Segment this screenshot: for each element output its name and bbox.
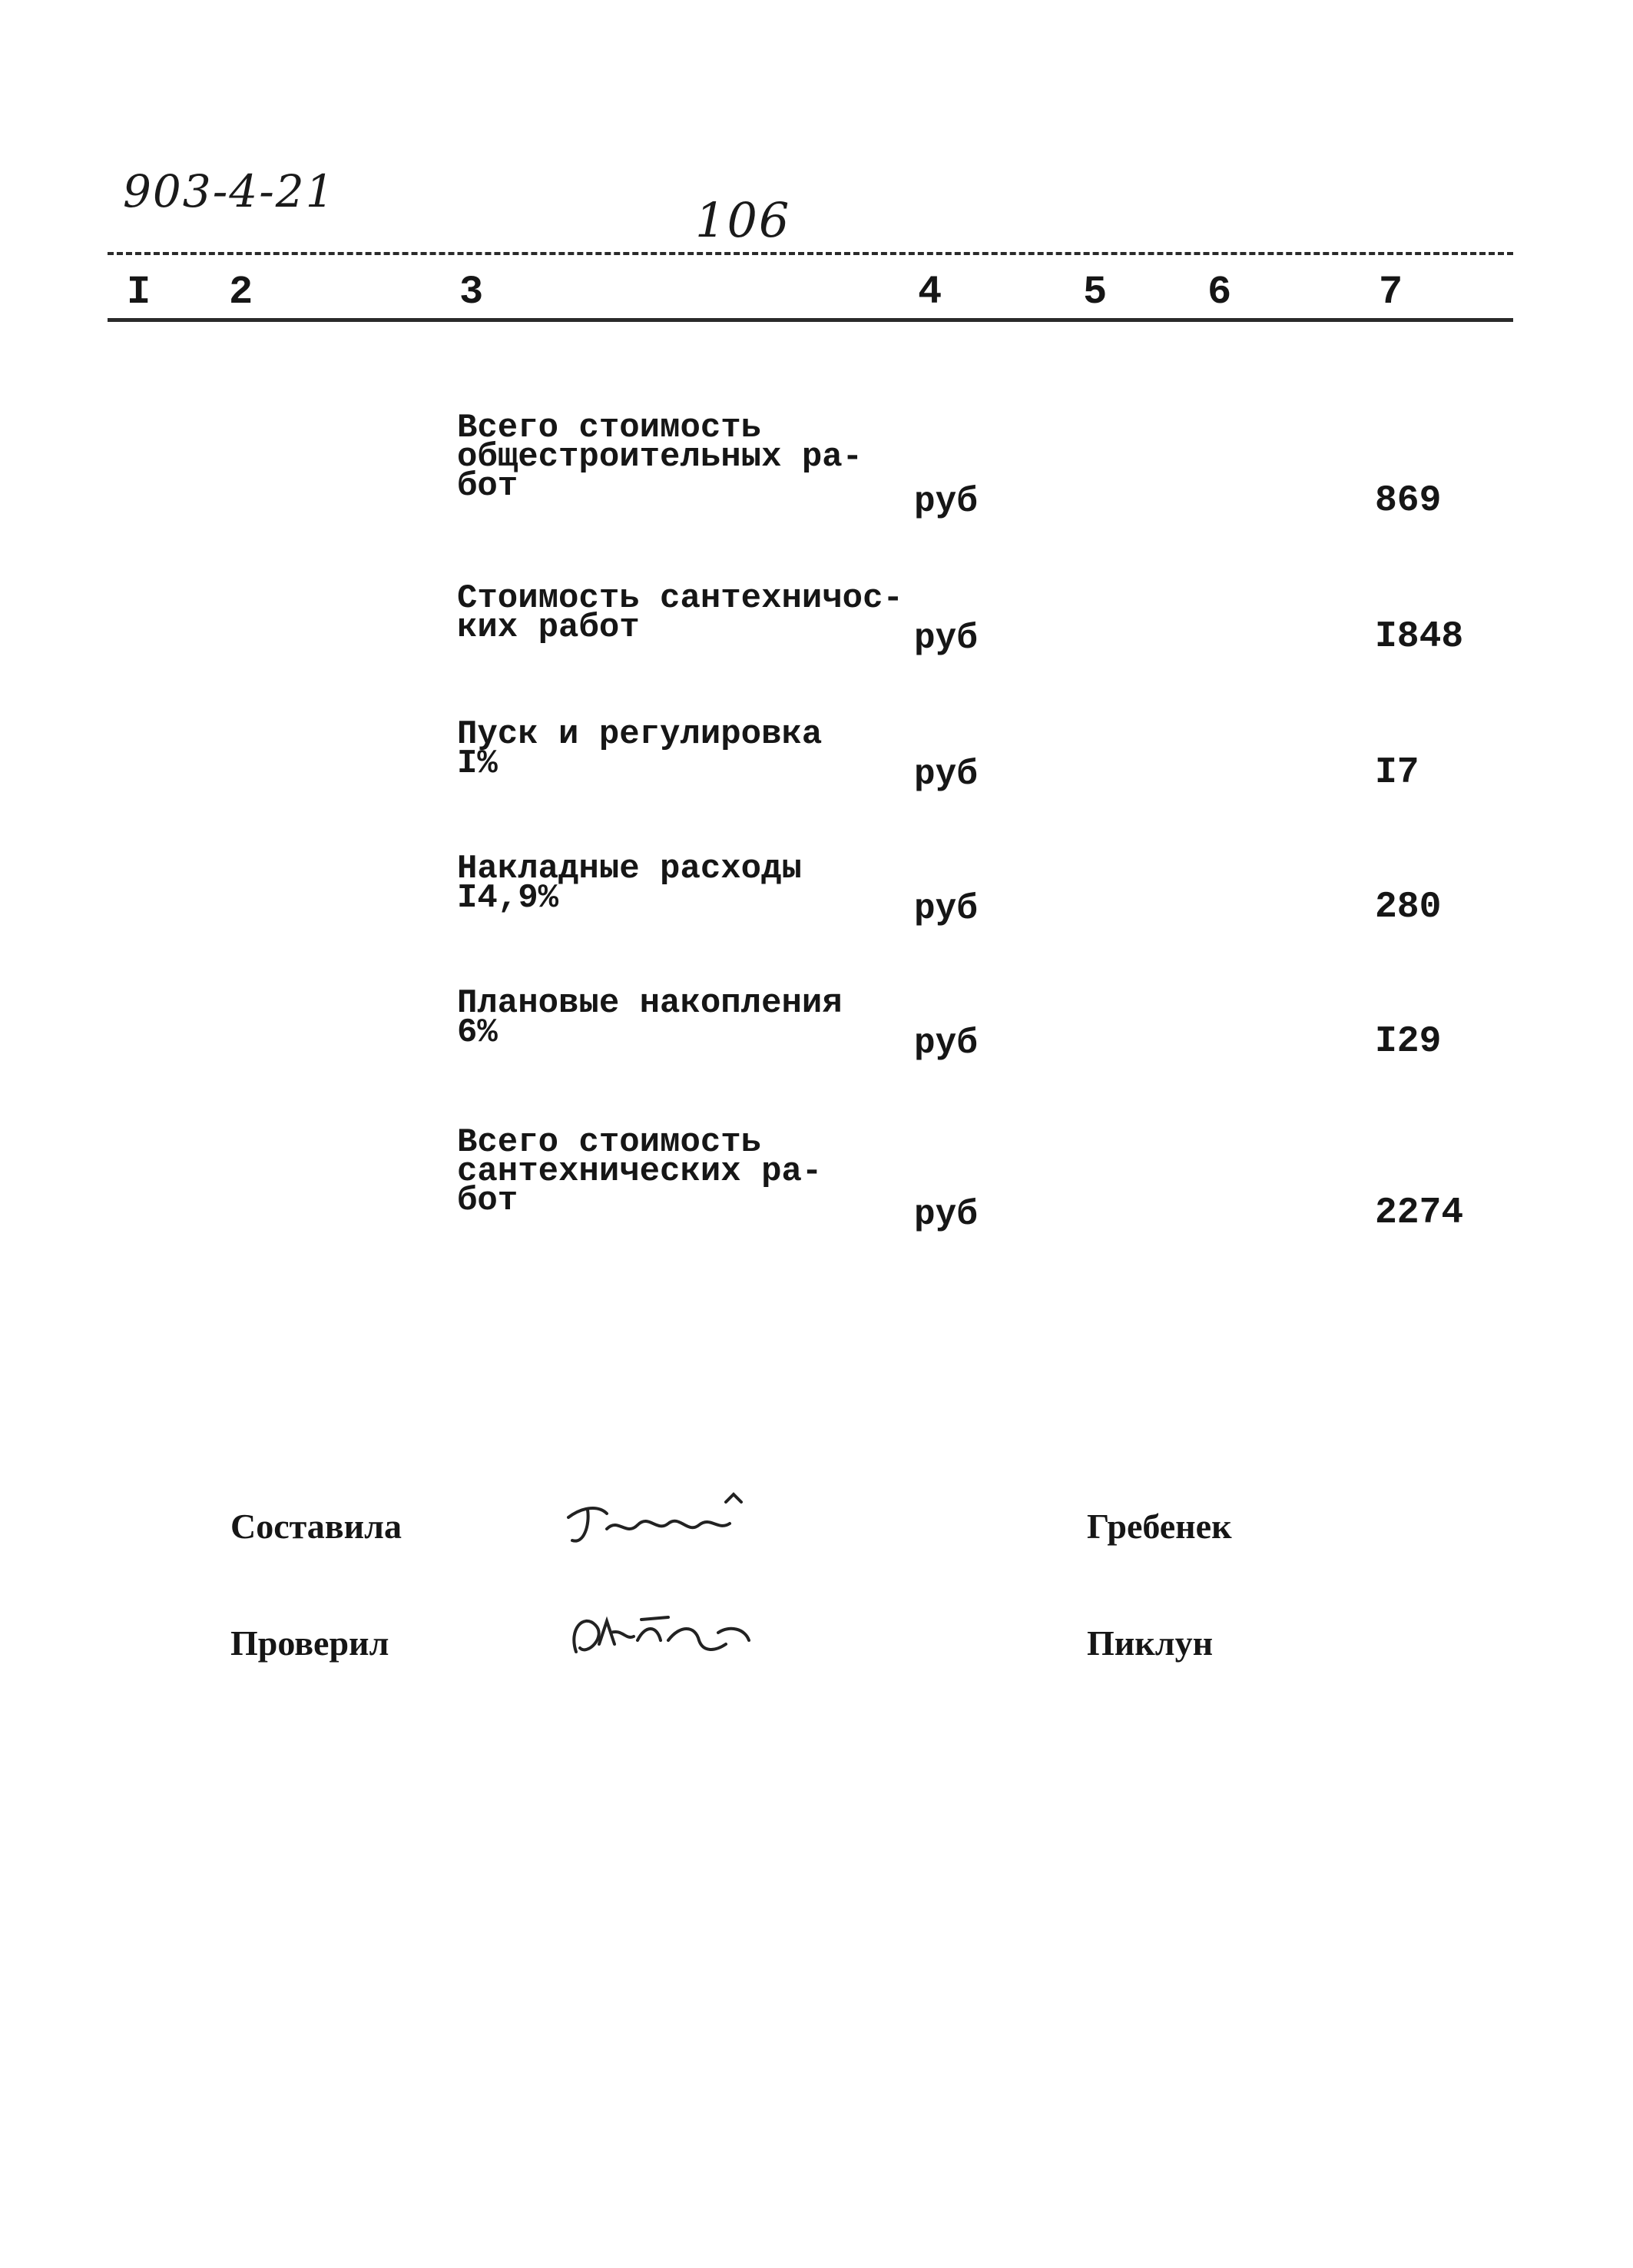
table-top-rule [108, 252, 1513, 255]
document-code: 903-4-21 [123, 165, 336, 217]
table-header-rule [108, 318, 1513, 322]
row-description: Пуск и регулировка I% [457, 715, 823, 783]
compiled-by-name: Гребенек [1087, 1507, 1232, 1546]
checked-by-name: Пиклун [1087, 1623, 1214, 1663]
row-value: I848 [1375, 616, 1464, 658]
row-unit: руб [914, 618, 978, 658]
compiled-by-label: Составила [230, 1507, 402, 1546]
row-value: 2274 [1375, 1192, 1464, 1234]
row-description: Всего стоимость общестроительных ра- бот [457, 409, 863, 506]
row-description: Стоимость сантехничос- ких работ [457, 579, 903, 647]
row-value: 280 [1375, 887, 1442, 928]
column-number-2: 2 [229, 270, 253, 315]
row-value: 869 [1375, 480, 1442, 522]
page-number: 106 [695, 192, 791, 248]
column-number-3: 3 [459, 270, 484, 315]
checked-by-label: Проверил [230, 1623, 389, 1663]
row-unit: руб [914, 889, 978, 929]
row-unit: руб [914, 1195, 978, 1235]
column-number-5: 5 [1083, 270, 1108, 315]
column-number-1: I [127, 270, 151, 315]
row-unit: руб [914, 482, 978, 522]
row-description: Всего стоимость сантехнических ра- бот [457, 1123, 823, 1220]
column-number-7: 7 [1379, 270, 1403, 315]
column-number-4: 4 [918, 270, 942, 315]
compiled-signature [553, 1487, 768, 1556]
row-unit: руб [914, 1023, 978, 1063]
row-description: Накладные расходы I4,9% [457, 850, 802, 917]
row-value: I7 [1375, 752, 1419, 794]
checked-signature [553, 1598, 768, 1667]
row-value: I29 [1375, 1021, 1442, 1063]
row-unit: руб [914, 754, 978, 794]
column-number-6: 6 [1207, 270, 1232, 315]
row-description: Плановые накопления 6% [457, 984, 843, 1052]
